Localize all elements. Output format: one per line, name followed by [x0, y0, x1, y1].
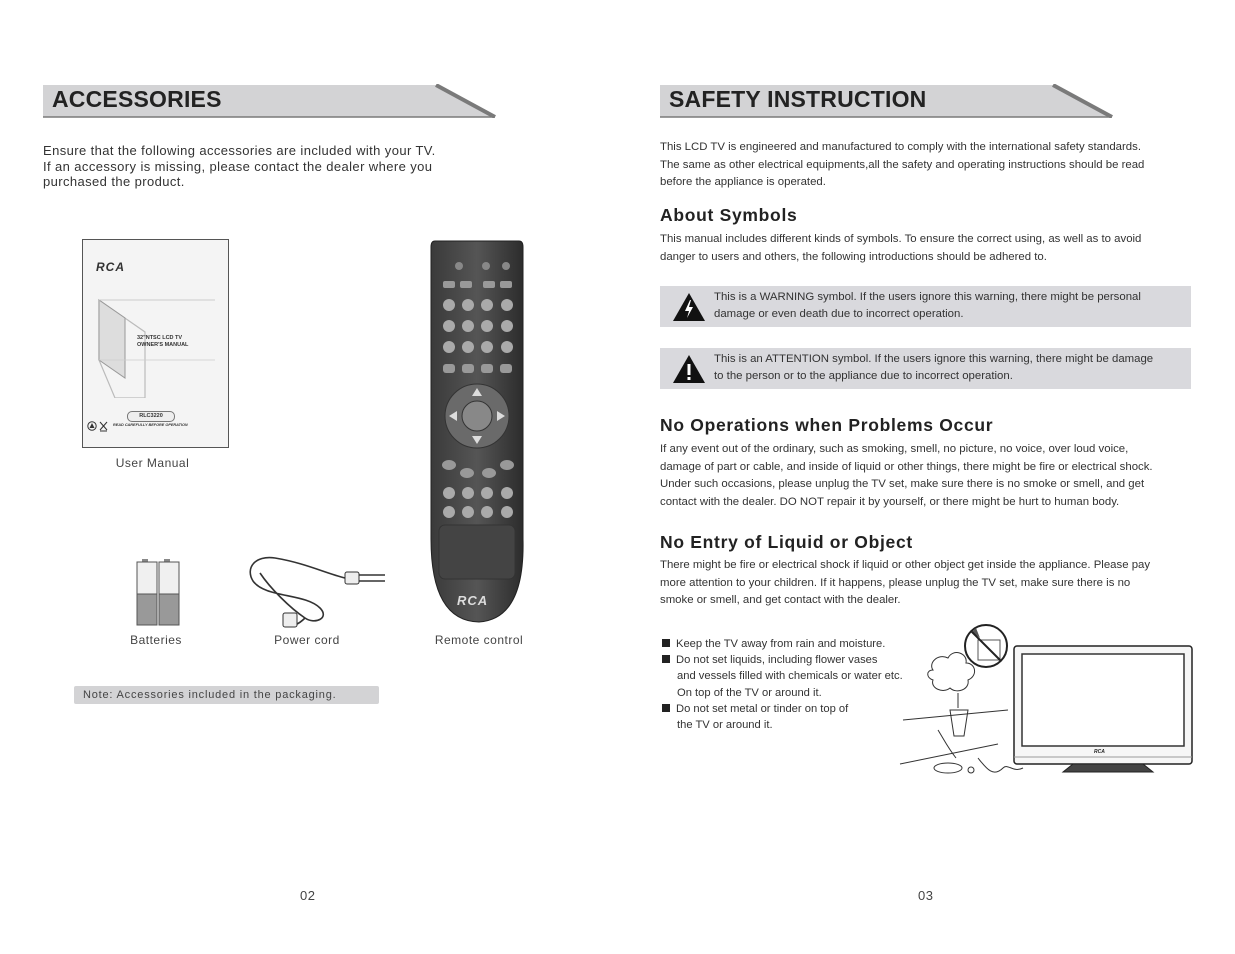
paragraph-line: smoke or smell, and get contact with the dealer.: [660, 594, 901, 607]
no-operations-heading: No Operations when Problems Occur: [660, 415, 994, 435]
bullet-item: [662, 636, 903, 652]
paragraph-line: This manual includes different kinds of symbols. To ensure the correct using, as well as to avoid: [660, 233, 1142, 245]
intro-line: purchased the product.: [43, 174, 185, 189]
warning-line: damage or even death due to incorrect operation.: [714, 307, 964, 320]
bullet-continuation: the TV or around it.: [677, 719, 773, 732]
no-entry-text: [660, 557, 1195, 610]
power-cord-image: [245, 553, 390, 633]
batteries-image: [136, 558, 182, 626]
intro-line: Ensure that the following accessories are included with your TV.: [43, 143, 436, 158]
safety-bullet-list: [662, 636, 903, 733]
accessories-intro: [43, 143, 483, 190]
no-entry-heading: No Entry of Liquid or Object: [660, 532, 913, 552]
bullet-item: [662, 701, 903, 717]
manual-brand-logo: RCA: [96, 260, 125, 274]
manual-cert-icons: [87, 420, 111, 432]
about-symbols-text: [660, 231, 1195, 266]
bullet-item: [662, 652, 903, 668]
intro-line: This LCD TV is engineered and manufactured to comply with the international safety standards.: [660, 141, 1141, 153]
user-manual-caption: User Manual: [115, 456, 190, 470]
attention-symbol-box: [660, 348, 1191, 389]
tv-brand-logo: RCA: [1094, 749, 1105, 755]
bullet-square-icon: [662, 655, 670, 663]
user-manual-image: [82, 239, 229, 448]
bullet-text: Keep the TV away from rain and moisture.: [676, 638, 886, 650]
paragraph-line: damage of part or cable, and inside of liquid or other things, there might be fire or electrical shock.: [660, 460, 1153, 473]
accessories-title-bar: [43, 84, 498, 116]
bullet-square-icon: [662, 704, 670, 712]
power-cord-graphic: [245, 553, 390, 633]
paragraph-line: danger to users and others, the following introductions should be adhered to.: [660, 250, 1047, 263]
remote-control-caption: Remote control: [434, 633, 524, 647]
paragraph-line: There might be fire or electrical shock if liquid or other object get inside the appliance. Please pay: [660, 559, 1151, 571]
paragraph-line: contact with the dealer. DO NOT repair it by yourself, or there might be hurt to human body.: [660, 496, 1120, 509]
lightning-warning-icon: [672, 292, 706, 322]
remote-control-image: [429, 239, 525, 623]
page-title: ACCESSORIES: [52, 86, 222, 112]
remote-brand-logo: RCA: [457, 593, 489, 608]
tv-safety-illustration: [898, 618, 1196, 778]
attention-line: to the person or to the appliance due to incorrect operation.: [714, 369, 1013, 382]
manual-subtitle-1: 32"NTSC LCD TV: [137, 335, 183, 341]
tv-liquid-illustration: [898, 618, 1196, 778]
safety-intro: [660, 139, 1195, 192]
intro-line: The same as other electrical equipments,all the safety and operating instructions should be read: [660, 158, 1145, 171]
about-symbols-heading: About Symbols: [660, 205, 798, 225]
safety-title-bar: [660, 84, 1115, 116]
bullet-continuation: and vessels filled with chemicals or water etc.: [677, 670, 903, 683]
bullet-text: Do not set metal or tinder on top of: [676, 702, 849, 715]
intro-line: If an accessory is missing, please contact the dealer where you: [43, 158, 433, 174]
manual-subtitle-2: OWNER'S MANUAL: [137, 342, 189, 348]
paragraph-line: Under such occasions, please unplug the TV set, make sure there is no smoke or smell, and get: [660, 478, 1145, 491]
remote-body: [429, 239, 525, 623]
manual-cover-art: [95, 298, 215, 398]
attention-line: This is an ATTENTION symbol. If the users ignore this warning, there might be damage: [714, 353, 1154, 365]
bullet-text: Do not set liquids, including flower vases: [676, 654, 878, 667]
page-number-left: 02: [300, 888, 316, 903]
paragraph-line: If any event out of the ordinary, such as smoking, smell, no picture, no voice, over loud voice,: [660, 443, 1129, 455]
page-number-right: 03: [918, 888, 934, 903]
bullet-continuation: On top of the TV or around it.: [677, 686, 822, 699]
bullet-square-icon: [662, 639, 670, 647]
manual-footer: READ CAREFULLY BEFORE OPERATION: [113, 423, 188, 427]
intro-line: before the appliance is operated.: [660, 176, 826, 189]
batteries-graphic: [136, 558, 182, 626]
exclamation-attention-icon: [672, 354, 706, 384]
power-cord-caption: Power cord: [274, 633, 340, 647]
warning-symbol-box: [660, 286, 1191, 327]
warning-line: This is a WARNING symbol. If the users ignore this warning, there might be personal: [714, 291, 1141, 303]
batteries-caption: Batteries: [130, 633, 182, 647]
paragraph-line: more attention to your children. If it happens, please unplug the TV set, make sure there is no: [660, 576, 1131, 589]
page-title: SAFETY INSTRUCTION: [669, 86, 927, 112]
manual-model-badge: RLC3220: [127, 411, 175, 422]
accessories-note: Note: Accessories included in the packaging.: [74, 686, 379, 704]
no-operations-text: [660, 441, 1195, 512]
